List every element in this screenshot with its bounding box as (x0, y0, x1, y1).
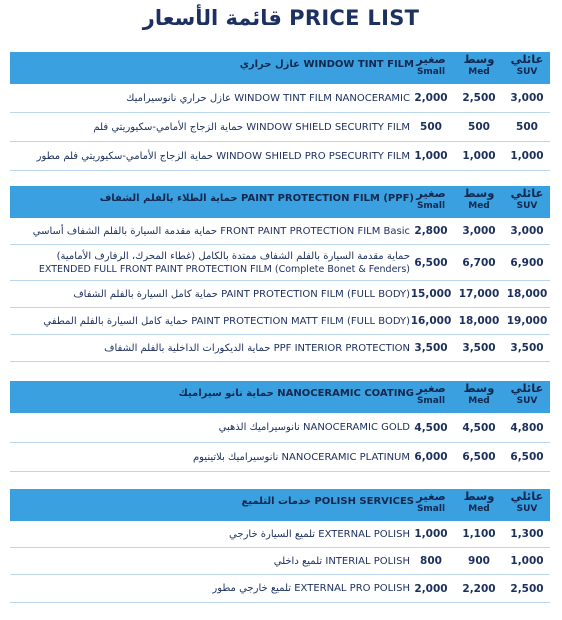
small-price: 1,000 (414, 528, 448, 540)
column-label-arabic: صغير (416, 52, 446, 66)
suv-price: 1,300 (510, 528, 544, 540)
small-column-header (408, 382, 454, 408)
column-label-arabic: صغير (416, 381, 446, 395)
service-description-line: تلميع داخلي INTERIAL POLISH (273, 555, 410, 567)
service-description-line: حماية كامل السيارة بالفلم المطفي PAINT PROTECTION MATT FILM (FULL BODY) (43, 315, 410, 327)
column-label-english: Small (416, 201, 446, 211)
table-row (10, 308, 550, 335)
suv-price: 2,500 (510, 582, 544, 595)
column-label-english: SUV (516, 67, 538, 77)
service-description (274, 548, 410, 574)
service-description (104, 335, 410, 361)
service-description-line: نانوسيراميك بلاتينيوم NANOCERAMIC PLATINUM (192, 451, 410, 463)
med-price: 1,100 (462, 528, 496, 540)
suv-price: 6,500 (510, 451, 544, 463)
column-label-arabic: عائلي (510, 381, 544, 395)
suv-column-header (504, 187, 550, 213)
service-description (219, 413, 410, 442)
small-price: 500 (420, 121, 442, 133)
suv-column-header (504, 53, 550, 79)
service-description-line: تلميع خارجي مطور EXTERNAL PRO POLISH (212, 583, 410, 594)
section-header (10, 52, 550, 84)
small-price: 800 (420, 555, 442, 567)
small-price: 16,000 (410, 315, 452, 327)
med-price: 900 (468, 555, 490, 567)
service-description-line: نانوسيراميك الذهبي NANOCERAMIC GOLD (218, 422, 410, 433)
med-price: 1,000 (462, 150, 496, 162)
small-price: 6,500 (414, 256, 448, 269)
med-price: 6,700 (462, 256, 496, 269)
service-description (229, 521, 410, 547)
column-label-arabic: عائلي (510, 52, 544, 66)
service-description-line: حماية الديكورات الداخلية بالفلم الشفاف PPF INTERIOR PROTECTION (104, 342, 410, 354)
small-price: 4,500 (414, 421, 448, 434)
table-row (10, 521, 550, 548)
table-row (10, 281, 550, 308)
service-description (33, 218, 410, 244)
service-description (212, 575, 410, 602)
table-row (10, 413, 550, 443)
page-title: قائمة الأسعار PRICE LIST (142, 6, 420, 30)
suv-price: 6,900 (510, 256, 544, 269)
section-title: عازل حراري WINDOW TINT FILM (239, 59, 414, 70)
med-price: 4,500 (462, 421, 496, 434)
column-label-english: SUV (516, 504, 538, 514)
med-column-header (456, 382, 502, 408)
table-row (10, 113, 550, 142)
table-row (10, 548, 550, 575)
small-price: 6,000 (414, 451, 448, 463)
suv-price: 1,000 (510, 555, 544, 567)
small-column-header (408, 53, 454, 79)
column-label-english: Small (416, 396, 446, 406)
suv-price: 1,000 (510, 150, 544, 162)
column-label-english: Med (468, 201, 490, 211)
column-label-english: Small (416, 504, 446, 514)
section-title: خدمات التلميع POLISH SERVICES (241, 496, 414, 507)
med-column-header (456, 53, 502, 79)
table-row (10, 245, 550, 281)
small-column-header (408, 187, 454, 213)
column-label-arabic: صغير (416, 489, 446, 503)
column-label-arabic: وسط (463, 489, 495, 503)
med-price: 18,000 (458, 315, 500, 327)
suv-price: 3,000 (510, 92, 544, 104)
small-price: 1,000 (414, 150, 448, 162)
suv-column-header (504, 490, 550, 516)
med-price: 6,500 (462, 451, 496, 463)
small-price: 15,000 (410, 288, 452, 300)
table-row (10, 84, 550, 113)
med-price: 17,000 (458, 288, 500, 300)
service-description-line: حماية مقدمة السيارة بالفلم الشفاف ممتدة بالكامل (غطاء المحرك، الرفارف الأمامية) (56, 250, 410, 262)
service-description (43, 308, 410, 334)
small-column-header (408, 490, 454, 516)
service-description-line: حماية مقدمة السيارة بالفلم الشفاف أساسي FRONT PAINT PROTECTION FILM Basic (32, 225, 410, 237)
small-price: 2,000 (414, 92, 448, 104)
table-row (10, 575, 550, 603)
med-price: 500 (468, 121, 490, 133)
med-price: 2,500 (462, 92, 496, 104)
section-title: حماية نانو سيراميك NANOCERAMIC COATING (178, 388, 414, 399)
column-label-english: Small (416, 67, 446, 77)
med-price: 3,500 (462, 342, 496, 354)
column-label-arabic: صغير (416, 186, 446, 200)
suv-price: 18,000 (506, 288, 548, 300)
suv-price: 3,500 (510, 342, 544, 354)
suv-price: 500 (516, 121, 538, 133)
table-row (10, 335, 550, 362)
column-label-arabic: عائلي (510, 489, 544, 503)
suv-price: 3,000 (510, 225, 544, 237)
column-label-english: SUV (516, 201, 538, 211)
table-row (10, 443, 550, 472)
small-price: 3,500 (414, 342, 448, 354)
section-title: حماية الطلاء بالفلم الشفاف PAINT PROTECTION FILM (PPF) (99, 193, 414, 204)
small-price: 2,800 (414, 225, 448, 237)
service-description (73, 281, 410, 307)
column-label-english: Med (468, 67, 490, 77)
suv-column-header (504, 382, 550, 408)
service-description (193, 443, 410, 471)
column-label-english: Med (468, 396, 490, 406)
section-header (10, 489, 550, 521)
suv-price: 19,000 (506, 315, 548, 327)
service-description-line: حماية الزجاج الأمامي-سكيوريتي فلم مطور WINDOW SHIELD PRO PSECURITY FILM (36, 150, 410, 162)
column-label-arabic: وسط (463, 186, 495, 200)
service-description-line-2: EXTENDED FULL FRONT PAINT PROTECTION FILM (Complete Bonet & Fenders) (38, 263, 410, 275)
service-description-line: حماية كامل السيارة بالفلم الشفاف PAINT PROTECTION FILM (FULL BODY) (73, 288, 410, 300)
suv-price: 4,800 (510, 421, 544, 434)
column-label-english: SUV (516, 396, 538, 406)
med-price: 3,000 (462, 225, 496, 237)
section-header (10, 381, 550, 413)
med-column-header (456, 490, 502, 516)
section-header (10, 186, 550, 218)
column-label-arabic: عائلي (510, 186, 544, 200)
column-label-english: Med (468, 504, 490, 514)
service-description-line: حماية الزجاج الأمامي-سكيوريتي فلم WINDOW SHIELD SECURITY FILM (93, 121, 410, 133)
med-column-header (456, 187, 502, 213)
service-description (93, 113, 410, 141)
column-label-arabic: وسط (463, 52, 495, 66)
table-row (10, 142, 550, 171)
med-price: 2,200 (462, 582, 496, 595)
service-description (126, 84, 410, 112)
table-row (10, 218, 550, 245)
column-label-arabic: وسط (463, 381, 495, 395)
service-description-line: عازل حراري نانوسيراميك WINDOW TINT FILM NANOCERAMIC (126, 92, 410, 104)
service-description-line: تلميع السيارة خارجي EXTERNAL POLISH (229, 528, 410, 540)
service-description (37, 142, 410, 170)
service-description (39, 245, 410, 280)
small-price: 2,000 (414, 582, 448, 595)
